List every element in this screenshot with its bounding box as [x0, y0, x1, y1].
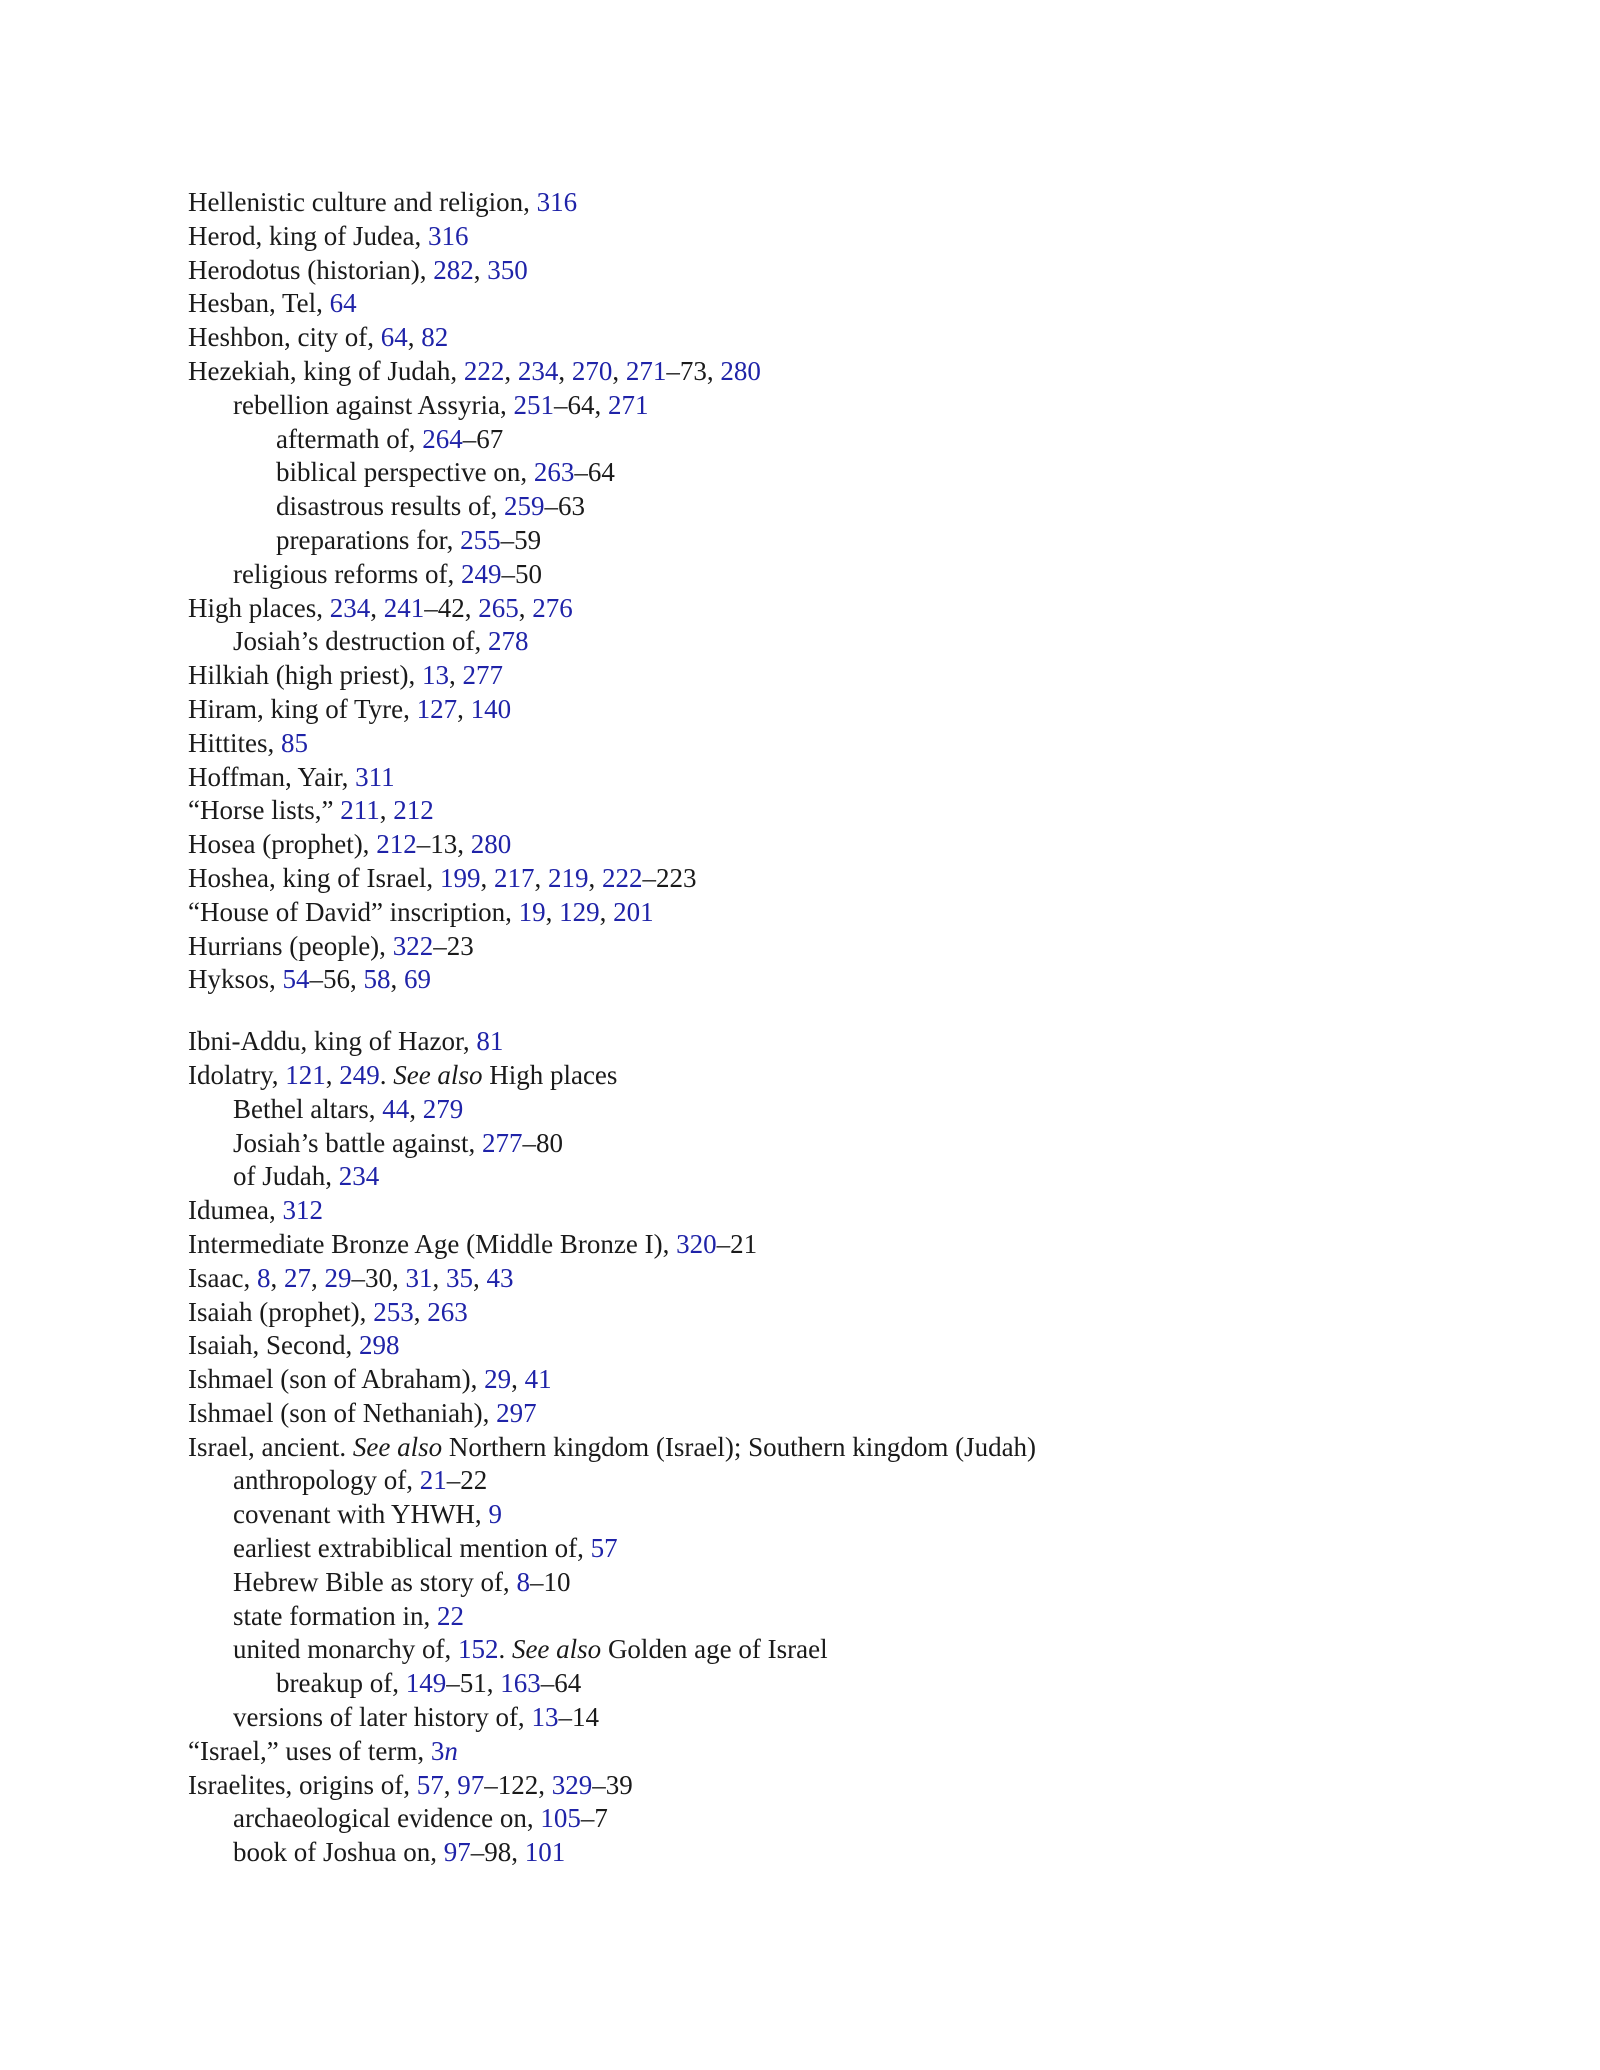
- entry-text: Israel, ancient.: [188, 1431, 353, 1462]
- page-reference-link[interactable]: 57: [416, 1769, 444, 1800]
- page-reference-link[interactable]: 297: [496, 1397, 537, 1428]
- index-entry: [188, 1329, 1448, 1363]
- page-reference-link[interactable]: 249: [339, 1059, 380, 1090]
- index-subentry: [188, 1566, 1448, 1600]
- entry-text: Herodotus (historian),: [188, 254, 434, 285]
- index-entry: [188, 693, 1448, 727]
- entry-text: Hurrians (people),: [188, 930, 393, 961]
- entry-text: –59: [500, 524, 542, 555]
- entry-text: ,: [443, 1769, 458, 1800]
- page-reference-link[interactable]: 35: [445, 1262, 473, 1293]
- page-reference-link[interactable]: 270: [571, 355, 613, 386]
- entry-text: Ibni-Addu, king of Hazor,: [188, 1026, 477, 1057]
- entry-text: –64: [574, 457, 615, 488]
- page-reference-link[interactable]: 222: [463, 355, 505, 386]
- entry-text: Hiram, king of Tyre,: [188, 693, 417, 724]
- entry-text: biblical perspective on,: [276, 457, 534, 488]
- index-entry: [188, 186, 1448, 220]
- index-subsubentry: [188, 524, 1448, 558]
- entry-text: ,: [612, 355, 626, 386]
- index-subentry: [188, 1498, 1448, 1532]
- page-reference-link[interactable]: 97: [443, 1837, 471, 1868]
- entry-text: ,: [472, 1262, 487, 1293]
- page-reference-link[interactable]: 152: [457, 1634, 499, 1665]
- page-reference-link[interactable]: 350: [487, 254, 528, 285]
- entry-text: rebellion against Assyria,: [233, 389, 514, 420]
- page-reference-link[interactable]: 322: [392, 930, 434, 961]
- page-reference-link[interactable]: 249: [460, 558, 502, 589]
- see-also-label: See also: [511, 1634, 602, 1665]
- index-entry: [188, 1735, 1448, 1769]
- entry-text: ,: [325, 1059, 340, 1090]
- entry-text: –21: [716, 1228, 758, 1259]
- entry-text: preparations for,: [276, 524, 461, 555]
- page-reference-link[interactable]: 105: [540, 1803, 581, 1834]
- index-subentry: [188, 1127, 1448, 1161]
- entry-text: ,: [270, 1262, 284, 1293]
- entry-text: Heshbon, city of,: [188, 322, 381, 353]
- index-entry: [188, 794, 1448, 828]
- entry-text: breakup of,: [276, 1668, 406, 1699]
- page-reference-link[interactable]: 271: [607, 389, 649, 420]
- page-reference-link[interactable]: 263: [533, 457, 575, 488]
- entry-text: Bethel altars,: [233, 1093, 383, 1124]
- entry-text: –10: [529, 1566, 571, 1597]
- entry-text: “Israel,” uses of term,: [188, 1735, 431, 1766]
- page-reference-link[interactable]: 316: [427, 220, 469, 251]
- index-page: [188, 186, 1448, 1870]
- page-reference-link[interactable]: 129: [559, 896, 600, 927]
- index-entry: [188, 1769, 1448, 1803]
- entry-text: Isaac,: [188, 1262, 257, 1293]
- page-reference-link[interactable]: 263: [427, 1296, 468, 1327]
- entry-text: united monarchy of,: [233, 1634, 458, 1665]
- entry-text: –64,: [553, 389, 608, 420]
- page-reference-link[interactable]: 255: [460, 524, 501, 555]
- page-reference-link[interactable]: 259: [503, 491, 545, 522]
- page-reference-link[interactable]: 280: [470, 829, 512, 860]
- page-reference-link[interactable]: 3: [430, 1735, 445, 1766]
- entry-text: –63: [544, 491, 585, 522]
- page-reference-link[interactable]: 27: [283, 1262, 311, 1293]
- entry-text: –64: [540, 1668, 582, 1699]
- page-reference-link[interactable]: 234: [329, 592, 371, 623]
- entry-text: ,: [558, 355, 572, 386]
- page-reference-link[interactable]: 251: [513, 389, 554, 420]
- entry-text: ,: [407, 322, 422, 353]
- page-reference-link[interactable]: 13: [531, 1702, 559, 1733]
- entry-text: Herod, king of Judea,: [188, 220, 428, 251]
- entry-text: earliest extrabiblical mention of,: [233, 1533, 591, 1564]
- page-reference-link[interactable]: 265: [478, 592, 519, 623]
- entry-text: –30,: [351, 1262, 406, 1293]
- entry-text: –14: [558, 1702, 599, 1733]
- entry-text: –122,: [484, 1769, 552, 1800]
- entry-text: ,: [457, 693, 471, 724]
- entry-text: ,: [473, 254, 488, 285]
- page-reference-link[interactable]: 82: [421, 322, 449, 353]
- entry-text: Idumea,: [188, 1195, 283, 1226]
- index-entry: [188, 254, 1448, 288]
- entry-text: –22: [446, 1465, 488, 1496]
- entry-text: ,: [390, 964, 405, 995]
- entry-text: Hebrew Bible as story of,: [233, 1566, 517, 1597]
- page-reference-link[interactable]: 211: [340, 795, 380, 826]
- page-reference-link[interactable]: 212: [376, 829, 417, 860]
- entry-text: Israelites, origins of,: [188, 1769, 417, 1800]
- index-entry: [188, 896, 1448, 930]
- entry-text: High places: [482, 1059, 618, 1090]
- index-subentry: [188, 1093, 1448, 1127]
- entry-text: –23: [433, 930, 474, 961]
- entry-text: .: [379, 1059, 394, 1090]
- entry-text: book of Joshua on,: [233, 1837, 444, 1868]
- entry-text: –51,: [446, 1668, 501, 1699]
- entry-text: –73,: [666, 355, 721, 386]
- index-subsubentry: [188, 456, 1448, 490]
- page-reference-link[interactable]: 217: [493, 862, 535, 893]
- page-reference-link[interactable]: 316: [536, 187, 578, 217]
- index-entry: [188, 220, 1448, 254]
- page-reference-link[interactable]: 219: [547, 862, 589, 893]
- entry-text: aftermath of,: [276, 423, 423, 454]
- page-reference-link[interactable]: 22: [436, 1600, 464, 1631]
- index-entry: [188, 727, 1448, 761]
- letter-section-gap: [188, 997, 1448, 1025]
- page-reference-link[interactable]: 8: [256, 1262, 271, 1293]
- page-reference-link[interactable]: 127: [416, 693, 458, 724]
- entry-text: “House of David” inscription,: [188, 896, 519, 927]
- page-reference-link[interactable]: 264: [422, 423, 463, 454]
- index-subentry: [188, 558, 1448, 592]
- entry-text: religious reforms of,: [233, 558, 461, 589]
- entry-text: Idolatry,: [188, 1059, 286, 1090]
- entry-text: –7: [580, 1803, 608, 1834]
- index-subentry: [188, 625, 1448, 659]
- page-reference-link[interactable]: 44: [382, 1093, 410, 1124]
- index-entry: [188, 659, 1448, 693]
- entry-text: –223: [642, 862, 697, 893]
- entry-text: Hellenistic culture and religion,: [188, 187, 537, 217]
- page-reference-link[interactable]: 101: [524, 1837, 566, 1868]
- index-entry: [188, 1262, 1448, 1296]
- entry-text: Josiah’s battle against,: [233, 1127, 482, 1158]
- page-reference-link[interactable]: 97: [457, 1769, 485, 1800]
- index-subentry: [188, 1836, 1448, 1870]
- page-reference-link[interactable]: 9: [488, 1499, 502, 1530]
- page-reference-link[interactable]: 81: [476, 1026, 504, 1057]
- entry-text: ,: [518, 592, 533, 623]
- see-also-label: See also: [393, 1059, 483, 1090]
- page-reference-link[interactable]: 280: [720, 355, 761, 386]
- entry-text: ,: [504, 355, 518, 386]
- entry-text: Hoffman, Yair,: [188, 761, 356, 792]
- page-reference-link[interactable]: 8: [516, 1566, 530, 1597]
- entry-text: disastrous results of,: [276, 491, 504, 522]
- page-reference-link[interactable]: 320: [676, 1228, 717, 1259]
- index-entry: [188, 1194, 1448, 1228]
- page-reference-link[interactable]: 282: [433, 254, 474, 285]
- entry-text: archaeological evidence on,: [233, 1803, 541, 1834]
- index-subentry: [188, 1160, 1448, 1194]
- index-entry: [188, 592, 1448, 626]
- page-reference-link[interactable]: 277: [481, 1127, 523, 1158]
- index-entry: [188, 355, 1448, 389]
- index-entry: [188, 828, 1448, 862]
- page-reference-link[interactable]: 253: [373, 1296, 414, 1327]
- index-subentry: [188, 1701, 1448, 1735]
- page-reference-link[interactable]: 212: [393, 795, 434, 826]
- entry-text: Hyksos,: [188, 964, 283, 995]
- index-entry: [188, 1025, 1448, 1059]
- page-reference-link[interactable]: 276: [532, 592, 573, 623]
- index-entry: [188, 1296, 1448, 1330]
- entry-text: .: [498, 1634, 512, 1665]
- page-reference-link[interactable]: n: [444, 1735, 458, 1766]
- page-reference-link[interactable]: 311: [355, 761, 395, 792]
- entry-text: versions of later history of,: [233, 1702, 532, 1733]
- page-reference-link[interactable]: 29: [324, 1262, 352, 1293]
- page-reference-link[interactable]: 54: [282, 964, 310, 995]
- entry-text: ,: [370, 592, 384, 623]
- index-subentry: [188, 389, 1448, 423]
- entry-text: Hittites,: [188, 727, 281, 758]
- page-reference-link[interactable]: 163: [500, 1668, 541, 1699]
- page-reference-link[interactable]: 43: [486, 1262, 514, 1293]
- entry-text: Isaiah, Second,: [188, 1330, 359, 1361]
- index-entry: [188, 1059, 1448, 1093]
- entry-text: ,: [511, 1364, 525, 1395]
- index-entry: [188, 287, 1448, 321]
- page-reference-link[interactable]: 312: [282, 1195, 323, 1226]
- entry-text: ,: [599, 896, 614, 927]
- index-subentry: [188, 1532, 1448, 1566]
- entry-text: Ishmael (son of Abraham),: [188, 1364, 485, 1395]
- index-subentry: [188, 1600, 1448, 1634]
- entry-text: –39: [592, 1769, 633, 1800]
- page-reference-link[interactable]: 329: [551, 1769, 593, 1800]
- index-subsubentry: [188, 1667, 1448, 1701]
- entry-text: –42,: [424, 592, 479, 623]
- page-reference-link[interactable]: 271: [625, 355, 667, 386]
- page-reference-link[interactable]: 140: [470, 693, 512, 724]
- page-reference-link[interactable]: 69: [404, 964, 432, 995]
- entry-text: ,: [379, 795, 394, 826]
- entry-text: ,: [480, 862, 494, 893]
- page-reference-link[interactable]: 234: [517, 355, 559, 386]
- index-entry: [188, 1363, 1448, 1397]
- page-reference-link[interactable]: 201: [613, 896, 654, 927]
- entry-text: ,: [432, 1262, 446, 1293]
- index-entry: [188, 862, 1448, 896]
- page-reference-link[interactable]: 29: [484, 1364, 512, 1395]
- page-reference-link[interactable]: 19: [518, 896, 546, 927]
- index-subentry: [188, 1464, 1448, 1498]
- entry-text: ,: [448, 660, 463, 691]
- page-reference-link[interactable]: 298: [358, 1330, 400, 1361]
- entry-text: Ishmael (son of Nethaniah),: [188, 1397, 497, 1428]
- page-reference-link[interactable]: 149: [405, 1668, 447, 1699]
- page-reference-link[interactable]: 234: [338, 1161, 380, 1192]
- entry-text: state formation in,: [233, 1600, 437, 1631]
- index-entry: [188, 1228, 1448, 1262]
- entry-text: ,: [413, 1296, 428, 1327]
- entry-text: ,: [409, 1093, 423, 1124]
- entry-text: –80: [522, 1127, 563, 1158]
- entry-text: Isaiah (prophet),: [188, 1296, 374, 1327]
- entry-text: –67: [462, 423, 504, 454]
- entry-text: Intermediate Bronze Age (Middle Bronze I),: [188, 1228, 677, 1259]
- entry-text: “Horse lists,”: [188, 795, 341, 826]
- entry-text: Josiah’s destruction of,: [233, 626, 488, 657]
- page-reference-link[interactable]: 222: [601, 862, 643, 893]
- index-subentry: [188, 1633, 1448, 1667]
- index-entry: [188, 761, 1448, 795]
- index-entry: [188, 321, 1448, 355]
- entry-text: Hesban, Tel,: [188, 288, 330, 319]
- index-entry: [188, 963, 1448, 997]
- entry-text: Hoshea, king of Israel,: [188, 862, 440, 893]
- entry-text: Hezekiah, king of Judah,: [188, 355, 464, 386]
- entry-text: Northern kingdom (Israel); Southern kingdom (Judah): [442, 1431, 1037, 1462]
- entry-text: ,: [310, 1262, 325, 1293]
- index-subsubentry: [188, 423, 1448, 457]
- page-reference-link[interactable]: 277: [462, 660, 503, 691]
- index-entry: [188, 1431, 1448, 1465]
- entry-text: ,: [545, 896, 560, 927]
- entry-text: –13,: [416, 829, 471, 860]
- page-reference-link[interactable]: 57: [590, 1533, 618, 1564]
- see-also-label: See also: [352, 1431, 443, 1462]
- page-reference-link[interactable]: 85: [281, 727, 308, 758]
- entry-text: –56,: [309, 964, 364, 995]
- entry-text: Hosea (prophet),: [188, 829, 377, 860]
- entry-text: ,: [588, 862, 602, 893]
- entry-text: –98,: [470, 1837, 525, 1868]
- page-reference-link[interactable]: 64: [329, 288, 357, 319]
- entry-text: –50: [501, 558, 542, 589]
- page-reference-link[interactable]: 199: [439, 862, 481, 893]
- page-reference-link[interactable]: 64: [380, 322, 408, 353]
- entry-text: ,: [534, 862, 548, 893]
- index-entry: [188, 1397, 1448, 1431]
- entry-text: High places,: [188, 592, 330, 623]
- page-reference-link[interactable]: 58: [363, 964, 391, 995]
- entry-text: anthropology of,: [233, 1465, 420, 1496]
- index-subentry: [188, 1802, 1448, 1836]
- page-reference-link[interactable]: 241: [383, 592, 425, 623]
- page-reference-link[interactable]: 279: [422, 1093, 464, 1124]
- page-reference-link[interactable]: 278: [487, 626, 529, 657]
- page-reference-link[interactable]: 13: [421, 660, 449, 691]
- page-reference-link[interactable]: 31: [405, 1262, 433, 1293]
- entry-text: of Judah,: [233, 1161, 339, 1192]
- page-reference-link[interactable]: 41: [524, 1364, 552, 1395]
- page-reference-link[interactable]: 21: [419, 1465, 447, 1496]
- entry-text: Golden age of Israel: [601, 1634, 828, 1665]
- entry-text: Hilkiah (high priest),: [188, 660, 422, 691]
- index-subsubentry: [188, 490, 1448, 524]
- entry-text: covenant with YHWH,: [233, 1499, 489, 1530]
- index-entry: [188, 930, 1448, 964]
- page-reference-link[interactable]: 121: [285, 1059, 326, 1090]
